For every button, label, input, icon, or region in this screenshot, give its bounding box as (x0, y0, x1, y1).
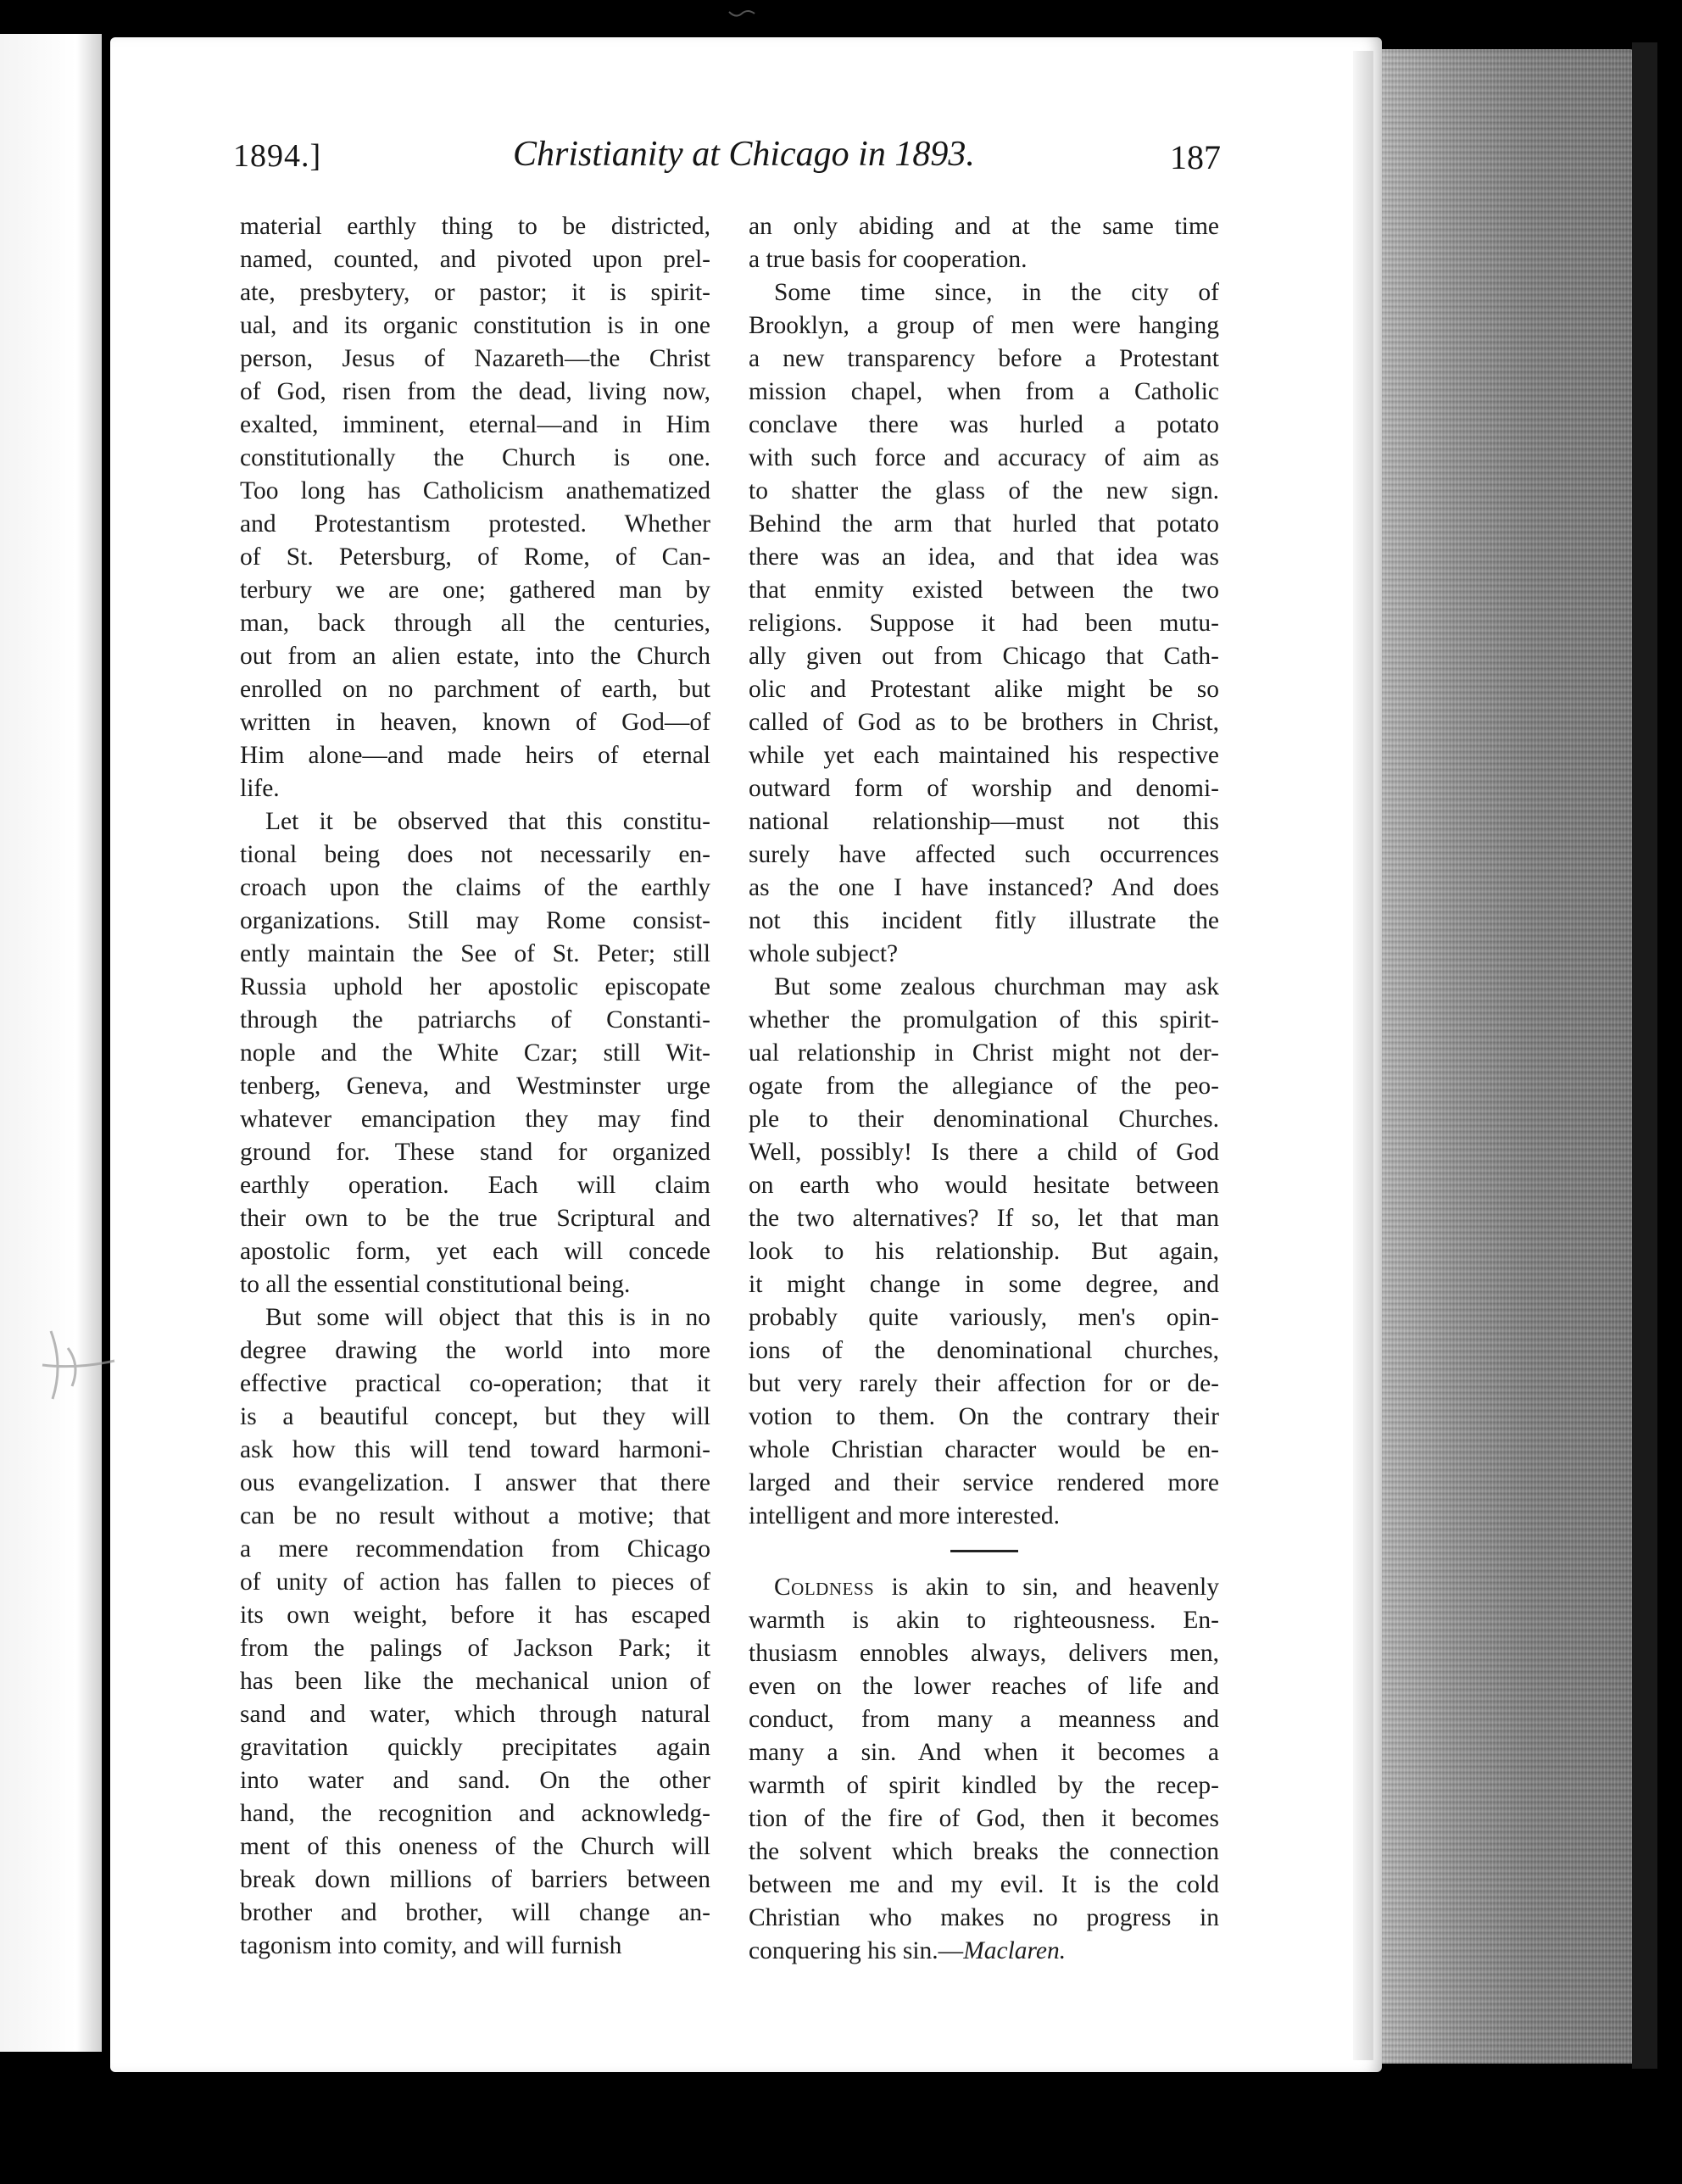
text-line: a mere recommendation from Chicago (240, 1535, 710, 1563)
text-line: its own weight, before it has escaped (240, 1602, 710, 1629)
text-line: the two alternatives? If so, let that man (749, 1205, 1219, 1232)
scan-artifact-mark (727, 8, 756, 19)
text-line: surely have affected such occurrences (749, 841, 1219, 868)
text-line: can be no result without a motive; that (240, 1502, 710, 1529)
text-line: ate, presbytery, or pastor; it is spirit- (240, 279, 710, 306)
text-line: apostolic form, yet each will concede (240, 1238, 710, 1265)
text-line: called of God as to be brothers in Christ, (749, 709, 1219, 736)
quote-lines (749, 1604, 1219, 1935)
text-line: ground for. These stand for organized (240, 1139, 710, 1166)
text-line: an only abiding and at the same time (749, 213, 1219, 240)
text-line: on earth who would hesitate between (749, 1172, 1219, 1199)
text-line: probably quite variously, men's opin- (749, 1304, 1219, 1331)
text-line: to all the essential constitutional being. (240, 1271, 631, 1298)
quote-block (749, 1571, 1219, 1968)
text-line: whole Christian character would be en- (749, 1436, 1219, 1463)
text-line: Him alone—and made heirs of eternal (240, 742, 710, 769)
text-line: ally given out from Chicago that Cath- (749, 643, 1219, 670)
text-line: enrolled on no parchment of earth, but (240, 676, 710, 703)
quote-first-line (749, 1571, 1219, 1604)
text-line: it might change in some degree, and (749, 1271, 1219, 1298)
text-line: ions of the denominational churches, (749, 1337, 1219, 1364)
text-line: while yet each maintained his respective (749, 742, 1219, 769)
paragraph (240, 210, 710, 805)
text-line: and Protestantism protested. Whether (240, 510, 710, 538)
paragraph (240, 805, 710, 1301)
right-text-column (749, 210, 1219, 1968)
text-line: ment of this oneness of the Church will (240, 1833, 710, 1860)
text-line: with such force and accuracy of aim as (749, 444, 1219, 471)
text-line: of God, risen from the dead, living now, (240, 378, 710, 405)
text-line: But some will object that this is in no (265, 1304, 710, 1331)
text-line: ous evangelization. I answer that there (240, 1469, 710, 1496)
book-binding (1632, 42, 1657, 2069)
text-line: their own to be the true Scriptural and (240, 1205, 710, 1232)
text-line: whole subject? (749, 940, 899, 967)
text-line: Let it be observed that this constitu- (265, 808, 710, 835)
text-line: material earthly thing to be districted, (240, 213, 710, 240)
text-line: gravitation quickly precipitates again (240, 1734, 710, 1761)
text-line: religions. Suppose it had been mutu- (749, 610, 1219, 637)
text-line: out from an alien estate, into the Church (240, 643, 710, 670)
text-line: named, counted, and pivoted upon prel- (240, 246, 710, 273)
text-line: tagonism into comity, and will furnish (240, 1932, 622, 1959)
text-line: ently maintain the See of St. Peter; still (240, 940, 710, 967)
text-line: whatever emancipation they may find (240, 1106, 710, 1133)
text-line: nople and the White Czar; still Wit- (240, 1039, 710, 1067)
text-line: warmth of spirit kindled by the recep- (749, 1772, 1219, 1799)
left-text-column (240, 210, 710, 1963)
text-line: mission chapel, when from a Catholic (749, 378, 1219, 405)
text-line: between me and my evil. It is the cold (749, 1871, 1219, 1898)
quote-last-line-text: conquering his sin.— (749, 1937, 964, 1964)
text-line: person, Jesus of Nazareth—the Christ (240, 345, 710, 372)
text-line: thusiasm ennobles always, delivers men, (749, 1640, 1219, 1667)
text-line: organizations. Still may Rome consist- (240, 907, 710, 934)
header-year: 1894.] (233, 138, 322, 174)
paragraph (749, 210, 1219, 276)
text-line: warmth is akin to righteousness. En- (749, 1607, 1219, 1634)
facing-page-edge (0, 34, 102, 2052)
text-line: of unity of action has fallen to pieces of (240, 1568, 710, 1596)
quote-first-line-rest: is akin to sin, and heavenly (874, 1574, 1219, 1601)
text-line: a new transparency before a Protestant (749, 345, 1219, 372)
paragraph (240, 1301, 710, 1963)
text-line: Behind the arm that hurled that potato (749, 510, 1219, 538)
text-line: into water and sand. On the other (240, 1767, 710, 1794)
text-line: outward form of worship and denomi- (749, 775, 1219, 802)
text-line: Too long has Catholicism anathematized (240, 477, 710, 504)
header-title: Christianity at Chicago in 1893. (513, 135, 975, 174)
text-line: the solvent which breaks the connection (749, 1838, 1219, 1865)
text-line: tion of the fire of God, then it becomes (749, 1805, 1219, 1832)
text-line: terbury we are one; gathered man by (240, 577, 710, 604)
quote-last-line (749, 1935, 1219, 1968)
text-line: ual relationship in Christ might not der- (749, 1039, 1219, 1067)
text-line: tenberg, Geneva, and Westminster urge (240, 1072, 710, 1100)
running-header (233, 134, 1221, 185)
text-line: votion to them. On the contrary their (749, 1403, 1219, 1430)
paragraph (749, 971, 1219, 1533)
section-divider (950, 1550, 1018, 1552)
text-line: but very rarely their affection for or de- (749, 1370, 1219, 1397)
text-line: is a beautiful concept, but they will (240, 1403, 710, 1430)
text-line: there was an idea, and that idea was (749, 543, 1219, 571)
text-line: a true basis for cooperation. (749, 246, 1028, 273)
text-line: tional being does not necessarily en- (240, 841, 710, 868)
text-line: of St. Petersburg, of Rome, of Can- (240, 543, 710, 571)
text-line: not this incident fitly illustrate the (749, 907, 1219, 934)
text-line: Some time since, in the city of (774, 279, 1219, 306)
text-line: intelligent and more interested. (749, 1502, 1060, 1529)
text-line: many a sin. And when it becomes a (749, 1739, 1219, 1766)
text-line: constitutionally the Church is one. (240, 444, 710, 471)
text-line: Well, possibly! Is there a child of God (749, 1139, 1219, 1166)
right-column-paragraphs (749, 210, 1219, 1533)
text-line: look to his relationship. But again, (749, 1238, 1219, 1265)
text-line: even on the lower reaches of life and (749, 1673, 1219, 1700)
text-line: break down millions of barriers between (240, 1866, 710, 1893)
text-line: whether the promulgation of this spirit- (749, 1006, 1219, 1034)
text-line: olic and Protestant alike might be so (749, 676, 1219, 703)
text-line: hand, the recognition and acknowledg- (240, 1800, 710, 1827)
text-line: has been like the mechanical union of (240, 1668, 710, 1695)
text-line: But some zealous churchman may ask (774, 973, 1219, 1000)
text-line: written in heaven, known of God—of (240, 709, 710, 736)
book-fore-edge (1356, 49, 1636, 2064)
text-line: ask how this will tend toward harmoni- (240, 1436, 710, 1463)
quote-attribution: Maclaren. (963, 1937, 1067, 1964)
text-line: effective practical co-operation; that it (240, 1370, 710, 1397)
text-line: Russia uphold her apostolic episcopate (240, 973, 710, 1000)
page-number: 187 (1170, 138, 1221, 176)
text-line: as the one I have instanced? And does (749, 874, 1219, 901)
text-line: life. (240, 775, 280, 802)
quote-lead-word: Coldness (774, 1574, 875, 1601)
text-line: through the patriarchs of Constanti- (240, 1006, 710, 1034)
text-line: to shatter the glass of the new sign. (749, 477, 1219, 504)
text-line: conclave there was hurled a potato (749, 411, 1219, 438)
paragraph (749, 276, 1219, 971)
text-line: brother and brother, will change an- (240, 1899, 710, 1926)
text-line: earthly operation. Each will claim (240, 1172, 710, 1199)
text-line: ogate from the allegiance of the peo- (749, 1072, 1219, 1100)
page-edge-lip (1353, 51, 1373, 2060)
text-line: national relationship—must not this (749, 808, 1219, 835)
text-line: Brooklyn, a group of men were hanging (749, 312, 1219, 339)
scan-artifact-smudge (34, 1323, 119, 1407)
text-line: exalted, imminent, eternal—and in Him (240, 411, 710, 438)
text-line: man, back through all the centuries, (240, 610, 710, 637)
text-line: sand and water, which through natural (240, 1701, 710, 1728)
text-line: degree drawing the world into more (240, 1337, 710, 1364)
text-line: from the palings of Jackson Park; it (240, 1635, 710, 1662)
text-line: ual, and its organic constitution is in one (240, 312, 710, 339)
text-line: larged and their service rendered more (749, 1469, 1219, 1496)
text-line: that enmity existed between the two (749, 577, 1219, 604)
text-line: ple to their denominational Churches. (749, 1106, 1219, 1133)
text-line: croach upon the claims of the earthly (240, 874, 710, 901)
text-line: conduct, from many a meanness and (749, 1706, 1219, 1733)
text-line: Christian who makes no progress in (749, 1904, 1219, 1931)
